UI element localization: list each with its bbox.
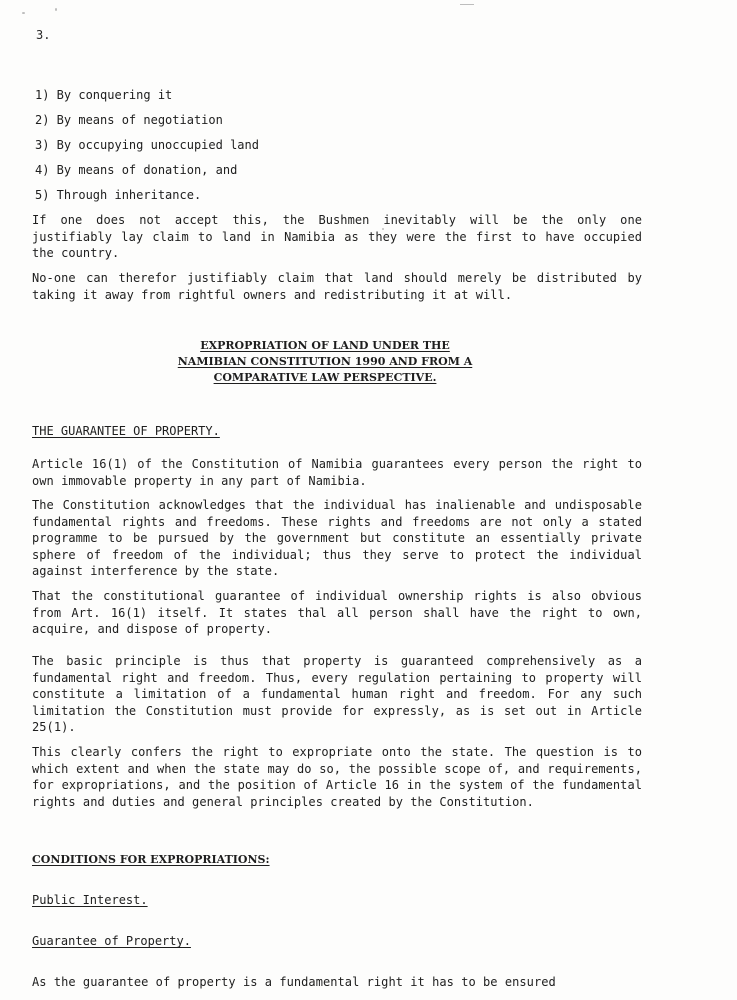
heading-public-interest: Public Interest. bbox=[32, 893, 148, 907]
list-item: 1) By conquering it bbox=[35, 88, 173, 102]
paragraph-basic-principle: The basic principle is thus that property is guaranteed comprehensively as a fundamental right and freedom. Thus, every regulation pertaining to property will constitute a limitation of a fundamental human right and freedom. For any such limitation the Constitution must provide for expressly, as is set out in Article 25(1). bbox=[32, 654, 642, 734]
scan-speck bbox=[22, 12, 25, 14]
paragraph-bushmen: If one does not accept this, the Bushmen inevitably will be the only one justifiably lay claim to land in Namibia as they were the first to have occupied the country. bbox=[32, 213, 642, 260]
scan-speck bbox=[460, 4, 474, 5]
acquisition-methods-list bbox=[35, 86, 259, 211]
paragraph-distribution: No-one can therefor justifiably claim that land should merely be distributed by taking it away from rightful owners and redistributing it at will. bbox=[32, 271, 642, 302]
section-title-line: NAMIBIAN CONSTITUTION 1990 AND FROM A bbox=[177, 355, 473, 368]
list-item: 2) By means of negotiation bbox=[35, 113, 223, 127]
list-item: 3) By occupying unoccupied land bbox=[35, 138, 259, 152]
section-title-line: EXPROPRIATION OF LAND UNDER THE bbox=[200, 339, 450, 352]
page-number: 3. bbox=[36, 28, 51, 42]
section-title-line: COMPARATIVE LAW PERSPECTIVE. bbox=[213, 371, 437, 384]
paragraph-constitution-rights: The Constitution acknowledges that the individual has inalienable and undisposable fundamental rights and freedoms. These rights and freedoms are not only a stated programme to be pursued by the government but constitute an essentially private sphere of freedom of the individual; thus they serve to protect the individual against interference by the state. bbox=[32, 498, 642, 578]
section-title bbox=[120, 338, 530, 386]
paragraph-right-to-expropriate: This clearly confers the right to expropriate onto the state. The question is to which extent and when the state may do so, the possible scope of, and requirements, for expropriations, and the position of Article 16 in the system of the fundamental rights and duties and general principles created by the Constitution. bbox=[32, 745, 642, 809]
list-item: 4) By means of donation, and bbox=[35, 163, 238, 177]
scan-speck bbox=[55, 8, 57, 11]
heading-guarantee-of-property: THE GUARANTEE OF PROPERTY. bbox=[32, 424, 220, 438]
paragraph-fundamental-right: As the guarantee of property is a fundamental right it has to be ensured bbox=[32, 975, 556, 989]
paragraph-article-16: Article 16(1) of the Constitution of Namibia guarantees every person the right to own immovable property in any part of Namibia. bbox=[32, 457, 642, 488]
heading-guarantee-of-property-sub: Guarantee of Property. bbox=[32, 934, 191, 948]
paragraph-ownership-guarantee: That the constitutional guarantee of individual ownership rights is also obvious from Art. 16(1) itself. It states thal all person shall have the right to own, acquire, and dispose of property. bbox=[32, 589, 642, 636]
heading-conditions: CONDITIONS FOR EXPROPRIATIONS: bbox=[32, 853, 270, 866]
list-item: 5) Through inheritance. bbox=[35, 188, 202, 202]
